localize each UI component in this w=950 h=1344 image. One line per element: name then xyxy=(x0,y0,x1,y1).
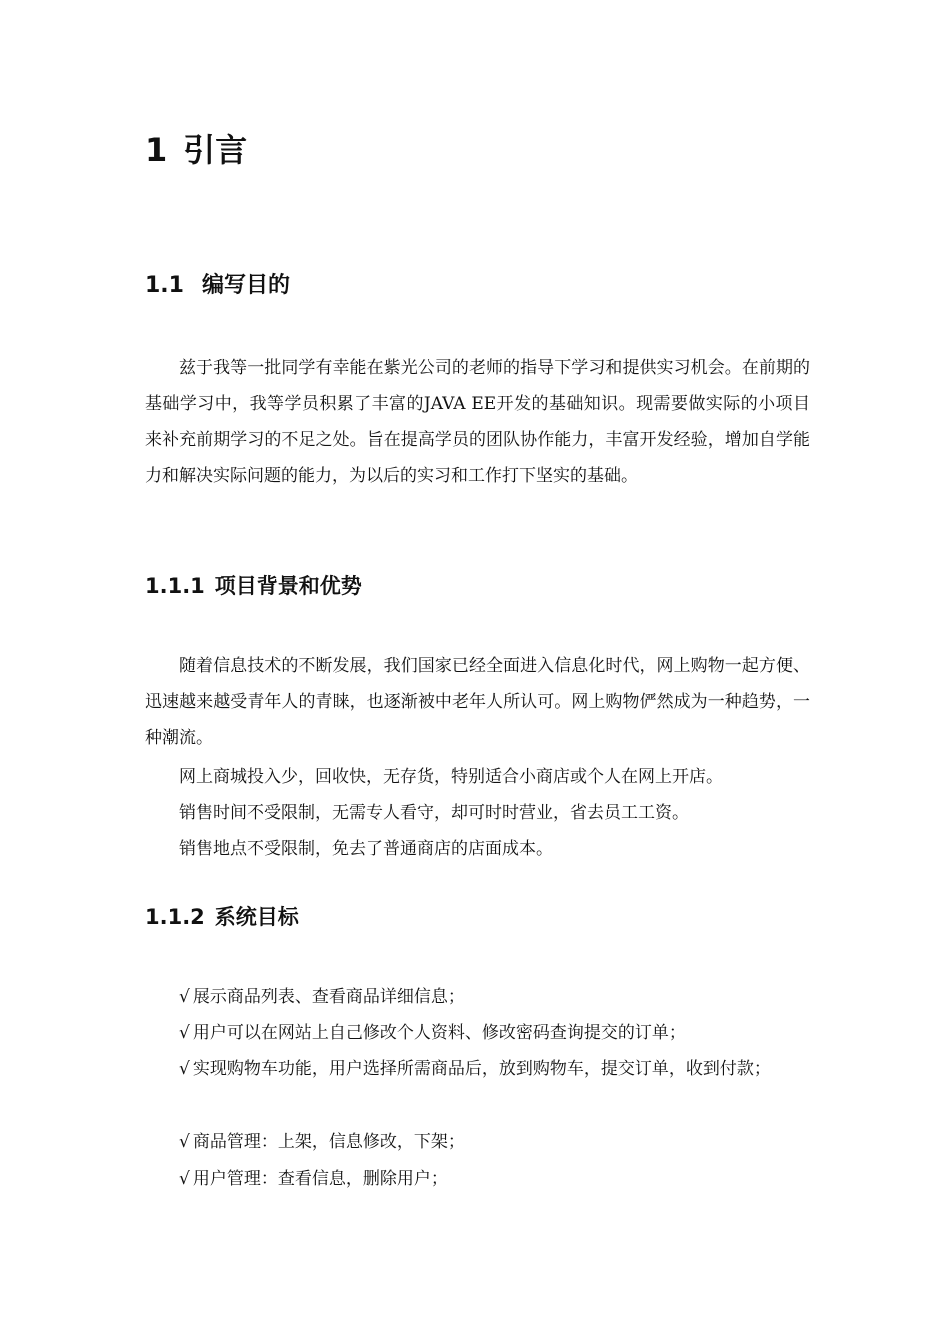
advantage-line: 销售地点不受限制，免去了普通商店的店面成本。 xyxy=(179,839,553,859)
goal-item xyxy=(145,1015,810,1051)
goal-item xyxy=(145,1124,810,1160)
subsection-title: 项目背景和优势 xyxy=(214,574,362,598)
goal-item xyxy=(145,979,810,1015)
goal-item xyxy=(145,1051,810,1087)
goal-text: 商品管理：上架，信息修改，下架； xyxy=(192,1132,465,1152)
section-number: 1.1 xyxy=(145,273,184,298)
section-heading xyxy=(145,268,290,304)
goal-text: 展示商品列表、查看商品详细信息； xyxy=(192,987,465,1007)
section-title: 编写目的 xyxy=(201,273,290,298)
subsection-heading-background xyxy=(145,569,362,603)
check-mark-icon: √ xyxy=(179,1132,190,1152)
purpose-paragraph: 兹于我等一批同学有幸能在紫光公司的老师的指导下学习和提供实习机会。在前期的基础学习中，我等学员积累了丰富的JAVA EE开发的基础知识。现需要做实际的小项目来补充前期学习的不足之处。旨在提高学员的团队协作能力，丰富开发经验，增加自学能力和解决实际问题的能力，为以后的实习和工作打下坚实的基础。 xyxy=(145,358,810,486)
advantage-line: 销售时间不受限制，无需专人看守，却可时时营业，省去员工工资。 xyxy=(179,803,689,823)
goal-item xyxy=(145,1161,810,1197)
chapter-title: 引言 xyxy=(183,131,248,169)
advantage-line: 网上商城投入少，回收快，无存货，特别适合小商店或个人在网上开店。 xyxy=(179,767,723,787)
background-paragraph: 随着信息技术的不断发展，我们国家已经全面进入信息化时代，网上购物一起方便、迅速越来越受青年人的青睐，也逐渐被中老年人所认可。网上购物俨然成为一种趋势，一种潮流。 xyxy=(145,656,810,748)
subsection-heading-goals xyxy=(145,900,299,934)
document-page xyxy=(145,0,810,1344)
chapter-number: 1 xyxy=(145,131,168,169)
chapter-heading xyxy=(145,126,247,174)
subsection-title: 系统目标 xyxy=(214,905,299,929)
goal-text: 用户管理：查看信息，删除用户； xyxy=(192,1169,448,1189)
goal-text: 实现购物车功能，用户选择所需商品后，放到购物车，提交订单，收到付款； xyxy=(192,1059,771,1079)
check-mark-icon: √ xyxy=(179,1023,190,1043)
subsection-number: 1.1.1 xyxy=(145,574,205,598)
goal-text: 用户可以在网站上自己修改个人资料、修改密码查询提交的订单； xyxy=(192,1023,686,1043)
check-mark-icon: √ xyxy=(179,1059,190,1079)
check-mark-icon: √ xyxy=(179,1169,190,1189)
check-mark-icon: √ xyxy=(179,987,190,1007)
subsection-number: 1.1.2 xyxy=(145,905,205,929)
